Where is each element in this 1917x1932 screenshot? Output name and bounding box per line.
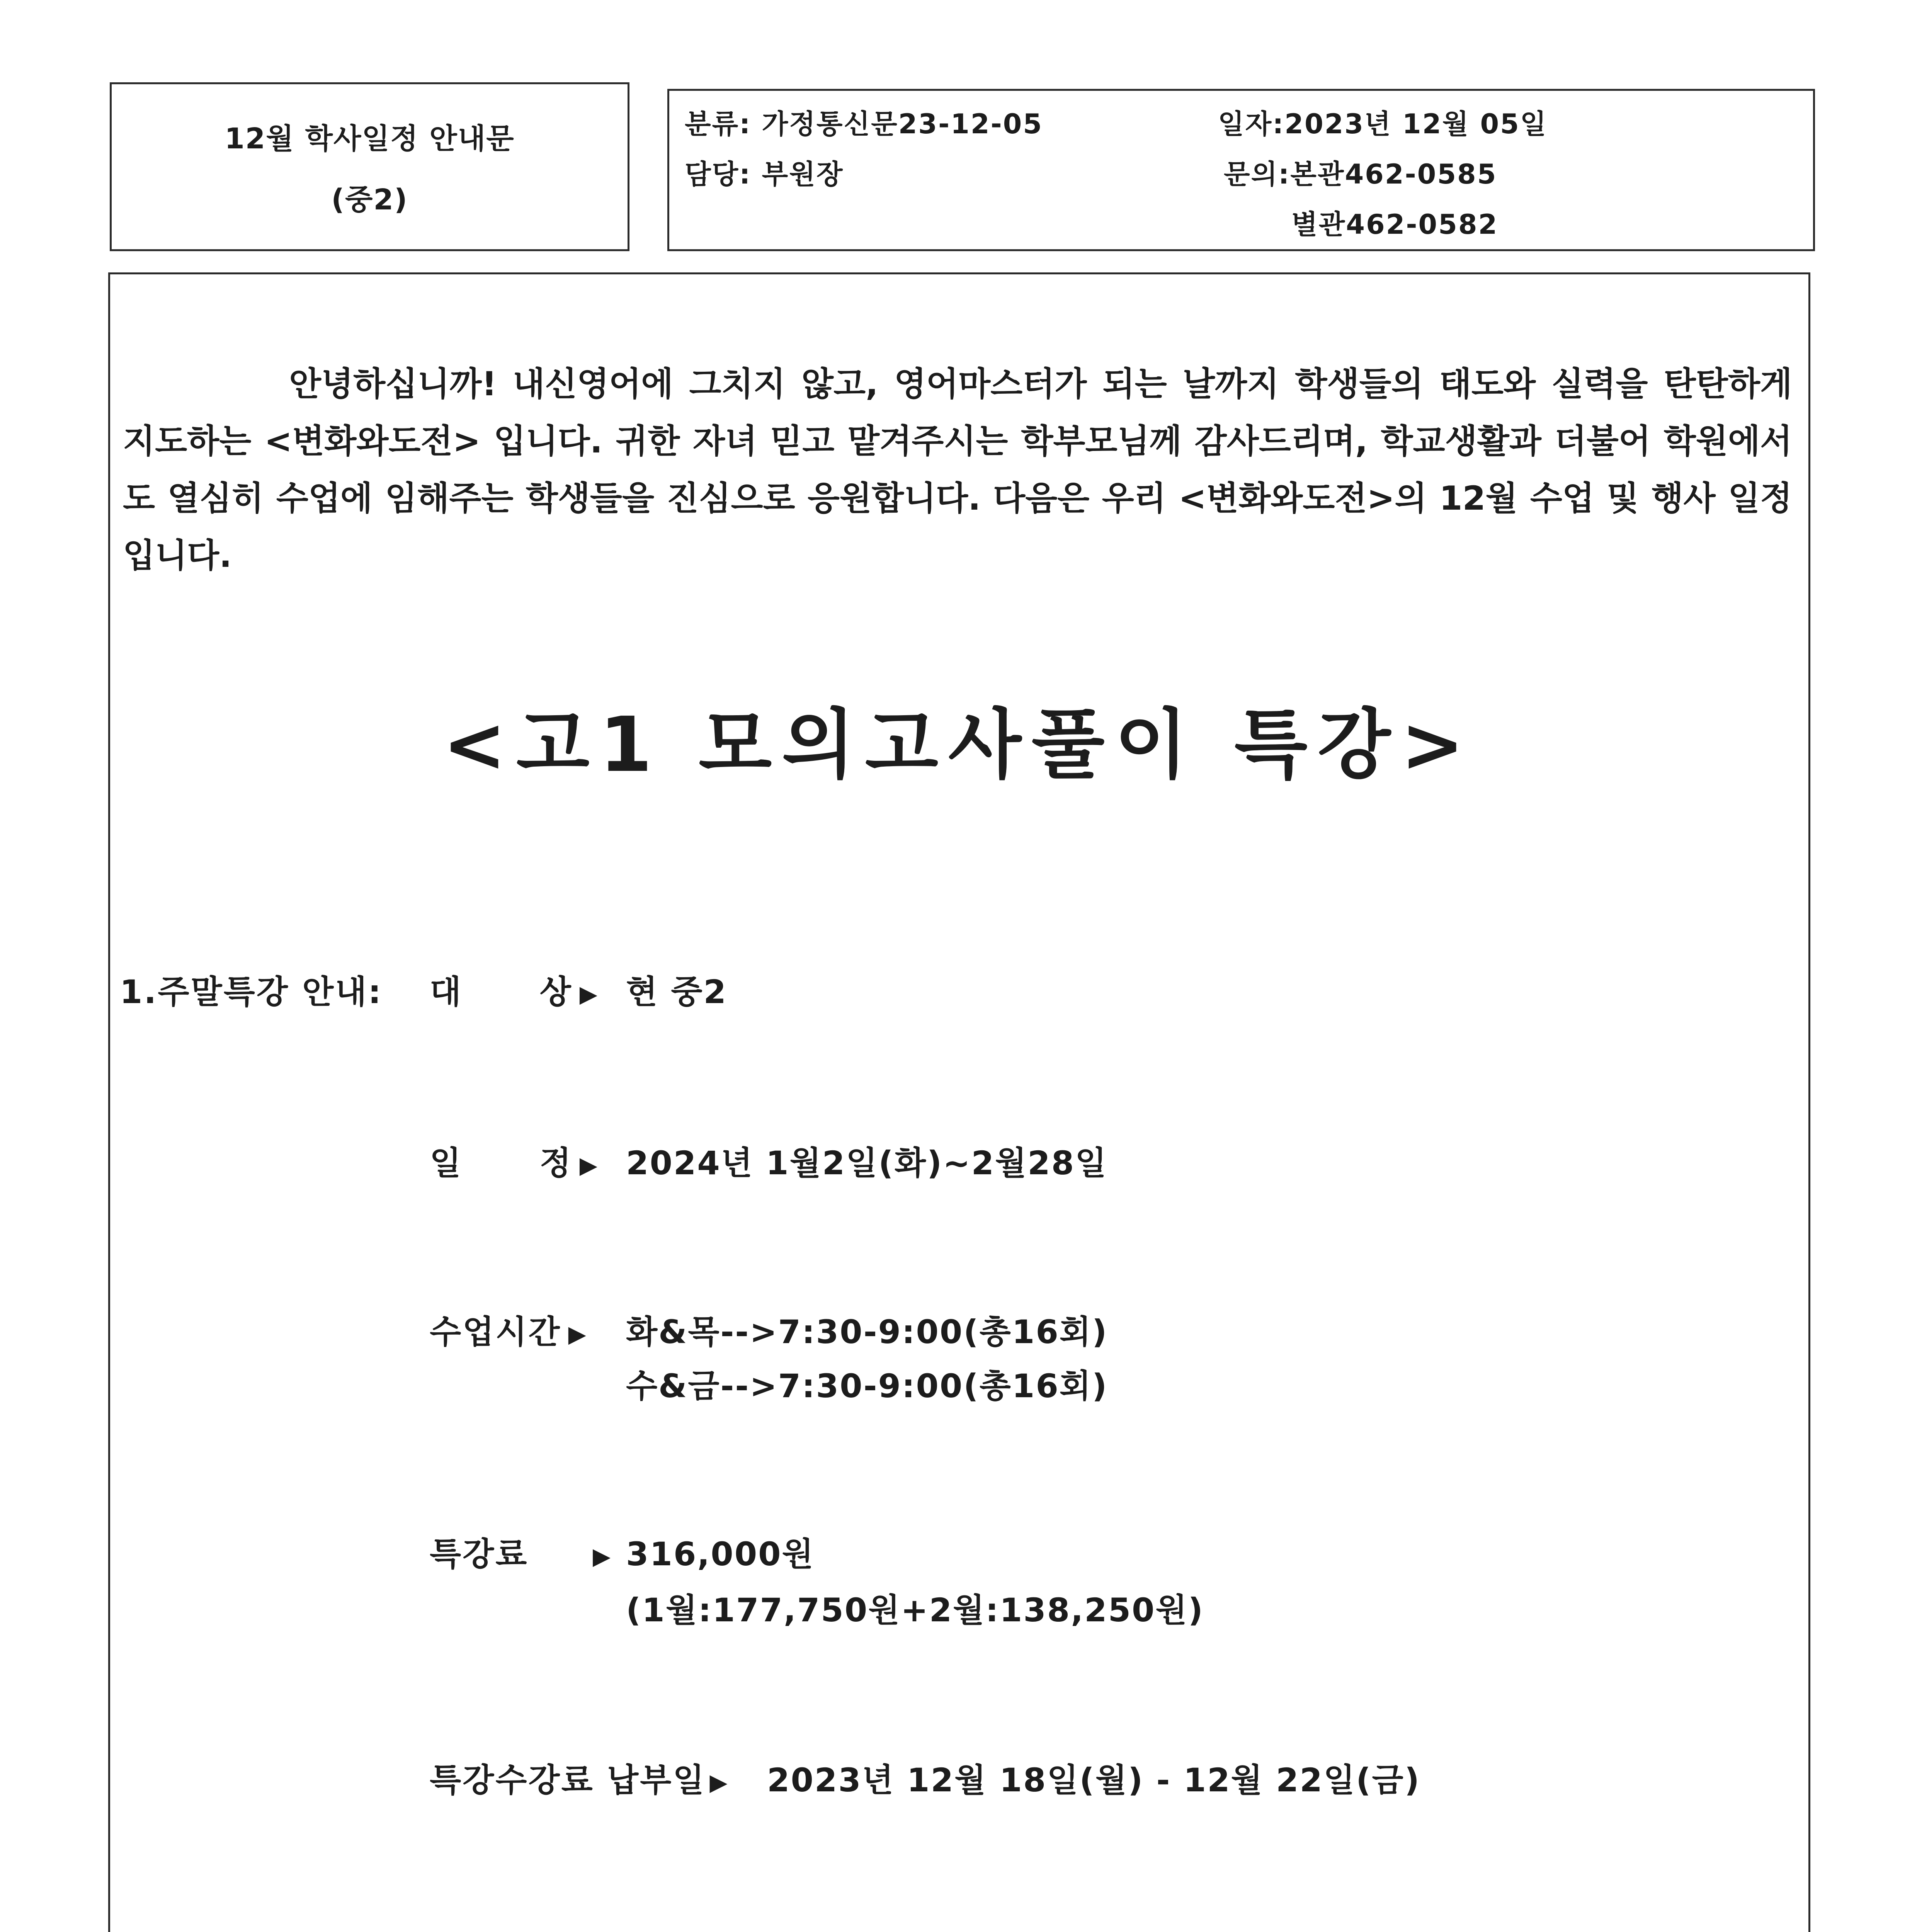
row-target-value: 현 중2 bbox=[626, 973, 727, 1011]
arrow-icon: ▶ bbox=[568, 1321, 588, 1348]
header-title: 12월 학사일정 안내문 bbox=[225, 122, 515, 155]
row-fee-value-1: 316,000원 bbox=[626, 1535, 815, 1573]
row-classtime-label bbox=[430, 1306, 588, 1353]
row-fee-label bbox=[430, 1528, 612, 1575]
header-subtitle: (중2) bbox=[331, 183, 408, 216]
row-schedule-label-text: 일 정 bbox=[430, 1144, 573, 1182]
row-fee-label-text: 특강료 bbox=[430, 1535, 554, 1573]
row-fee-value-2: (1월:177,750원+2월:138,250원) bbox=[626, 1591, 1204, 1629]
main-title: <고1 모의고사풀이 특강> bbox=[442, 701, 1475, 789]
date-label: 일자:2023년 12월 05일 bbox=[1218, 108, 1548, 140]
row-payment-label bbox=[430, 1754, 729, 1801]
row-classtime-value-2: 수&금-->7:30-9:00(총16회) bbox=[626, 1367, 1108, 1405]
category-label: 분류: 가정통신문23-12-05 bbox=[685, 108, 1043, 140]
inquiry-label: 문의:본관462-0585 bbox=[1224, 158, 1497, 190]
header-meta-box bbox=[667, 89, 1815, 251]
row-target-label bbox=[430, 966, 599, 1013]
row-target-label-text: 대 상 bbox=[430, 973, 573, 1011]
row-classtime-label-text: 수업시간 bbox=[430, 1313, 561, 1351]
arrow-icon: ▶ bbox=[579, 981, 599, 1008]
arrow-icon: ▶ bbox=[579, 1152, 599, 1179]
row-schedule-label bbox=[430, 1137, 599, 1184]
manager-label: 담당: 부원장 bbox=[685, 158, 844, 190]
arrow-icon: ▶ bbox=[709, 1769, 729, 1796]
inquiry-label-annex: 별관462-0582 bbox=[1291, 209, 1499, 240]
intro-paragraph: 안녕하십니까! 내신영어에 그치지 않고, 영어마스터가 되는 날까지 학생들의 태도와 실력을 탄탄하게 지도하는 <변화와도전> 입니다. 귀한 자녀 믿고 맡겨주시는 학부모님께 감사드리며, 학교생활과 더불어 학원에서도 열심히 수업에 임해주는 학생들을 진심으로 응원합니다. 다음은 우리 <변화와도전>의 12월 수업 및 행사 일정입니다. bbox=[123, 365, 1792, 575]
arrow-icon: ▶ bbox=[592, 1543, 612, 1570]
row-content-value-1 bbox=[626, 1926, 1412, 1932]
row-payment-label-text: 특강수강료 납부일 bbox=[430, 1761, 706, 1799]
row-classtime-value-1: 화&목-->7:30-9:00(총16회) bbox=[626, 1313, 1108, 1351]
row-payment-value: 2023년 12월 18일(월) - 12월 22일(금) bbox=[767, 1761, 1421, 1799]
row-content-label bbox=[430, 1926, 588, 1932]
header-title-box bbox=[110, 82, 629, 251]
row-schedule-value: 2024년 1월2일(화)~2월28일 bbox=[626, 1144, 1108, 1182]
section-heading: 1.주말특강 안내: bbox=[120, 973, 383, 1011]
